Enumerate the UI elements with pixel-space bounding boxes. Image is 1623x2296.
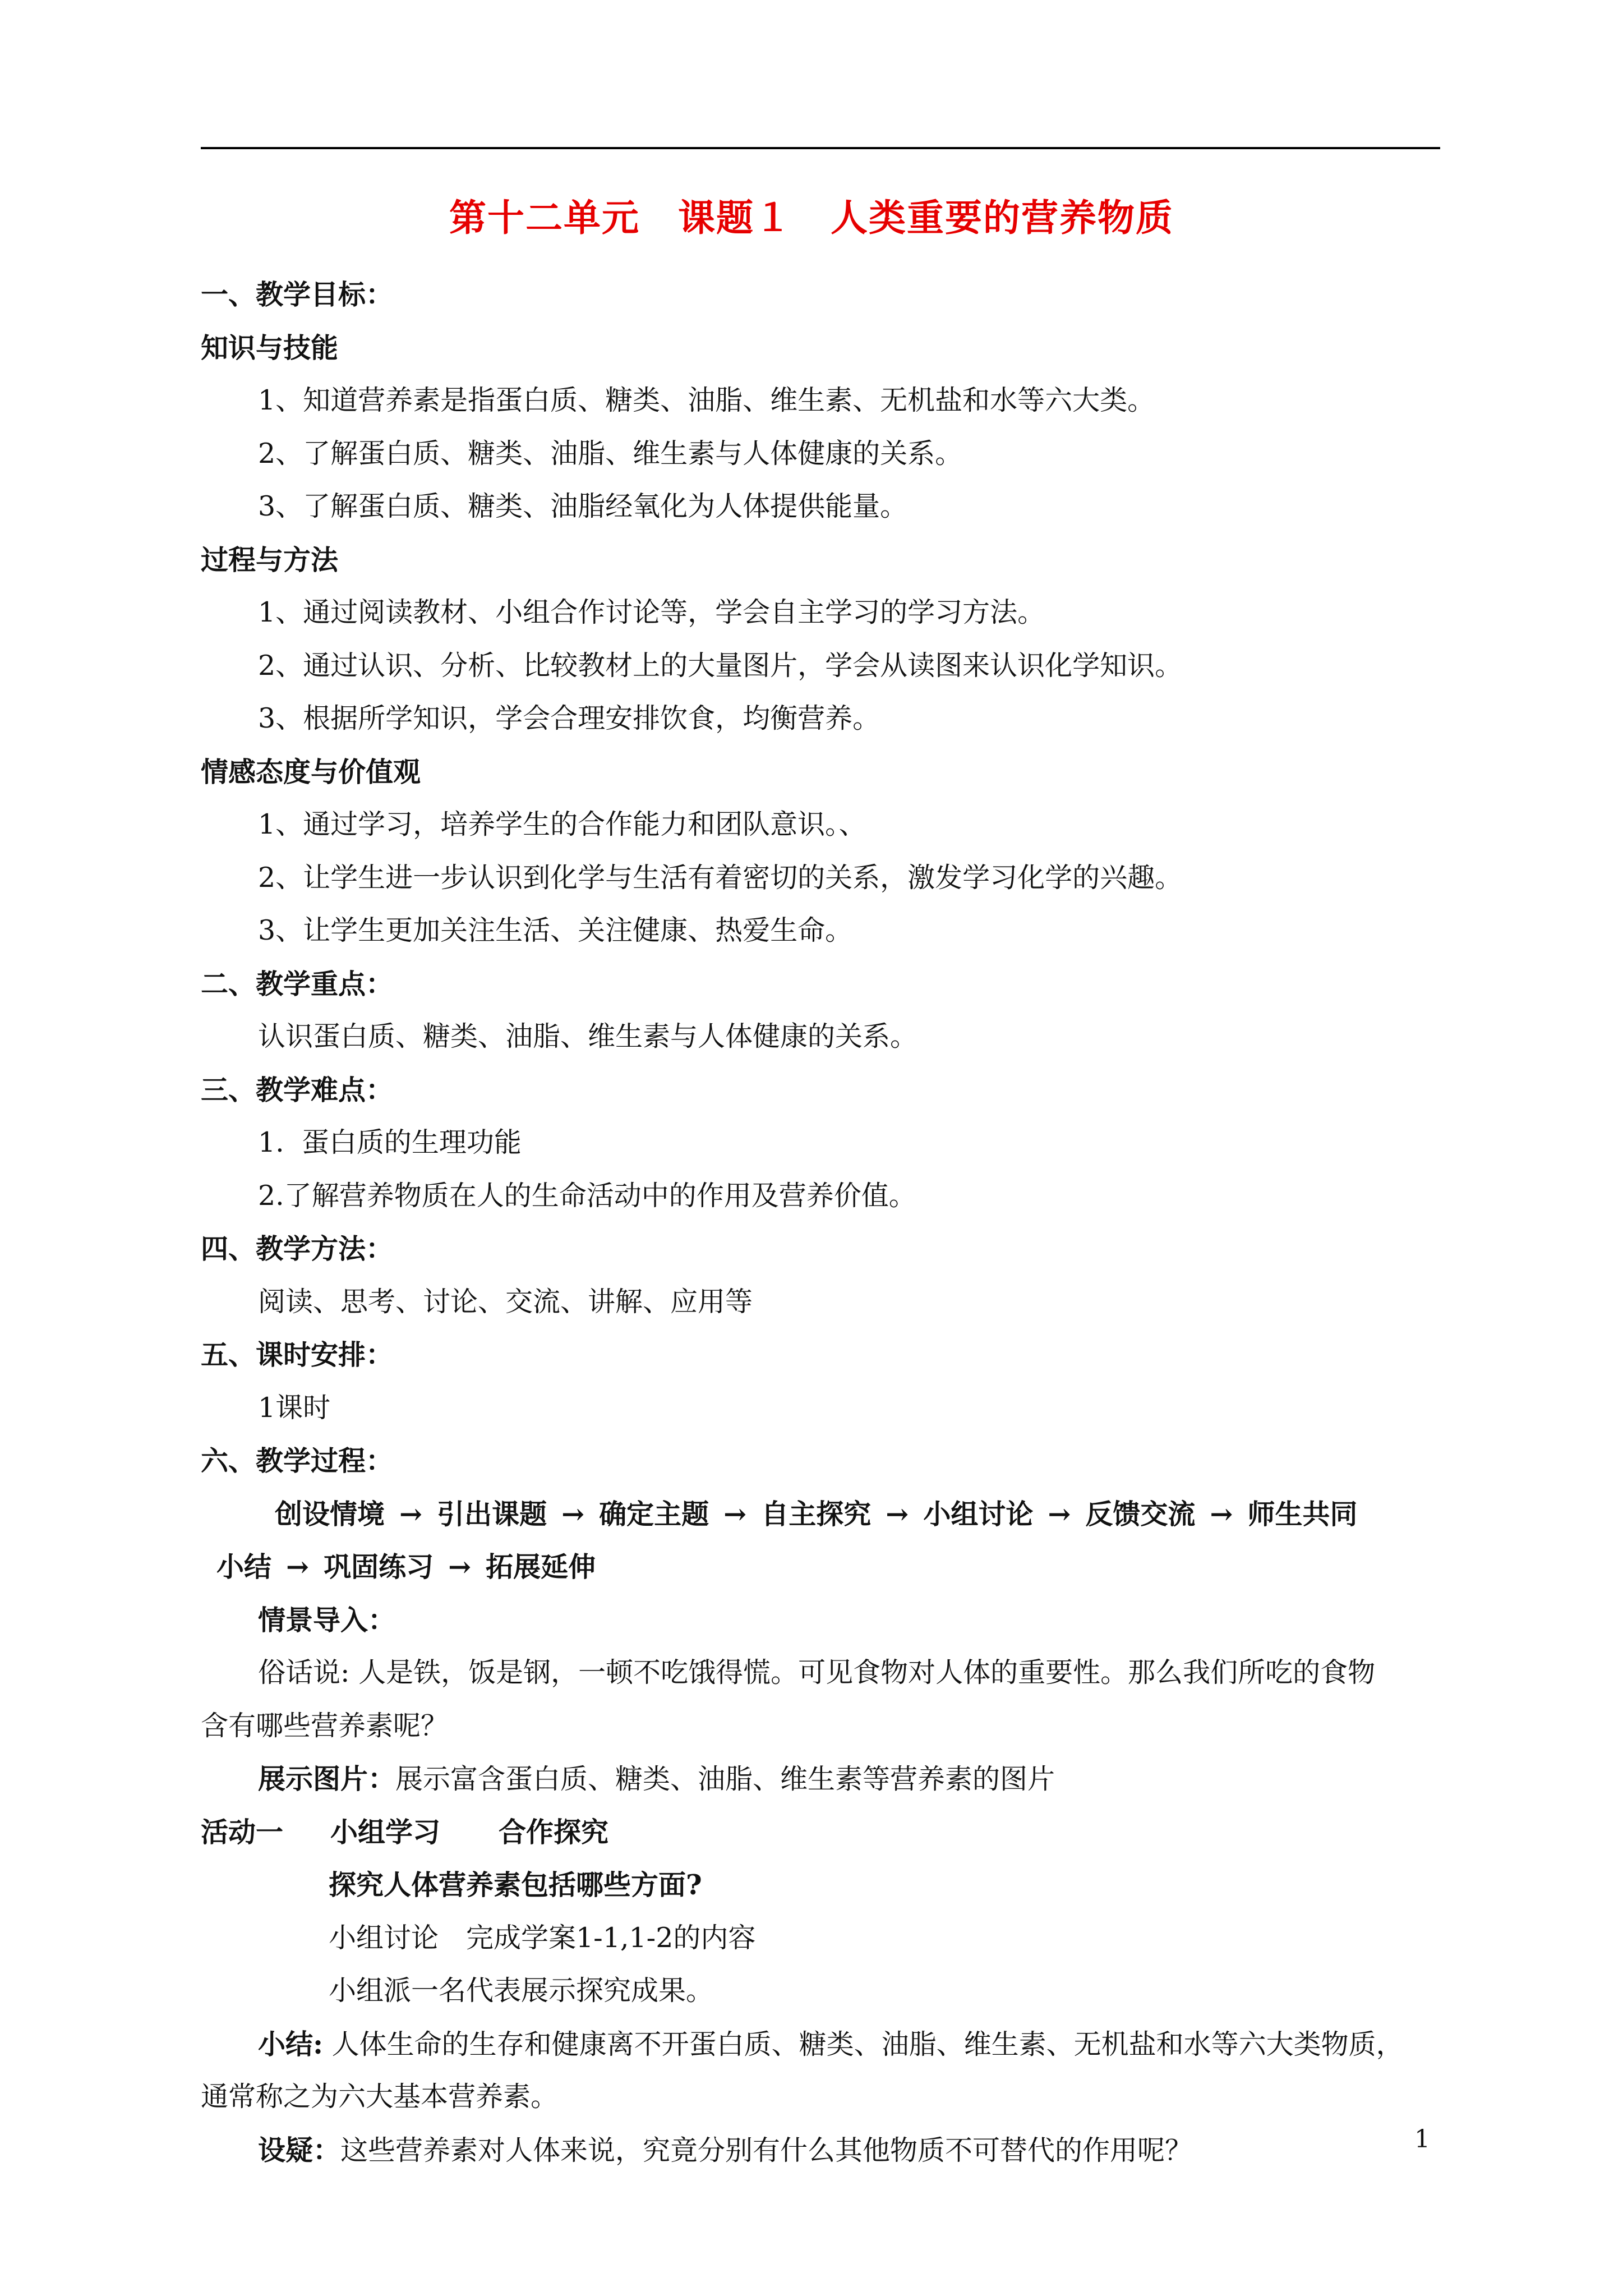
question-line xyxy=(201,2124,1451,2177)
arrow-right-icon: → xyxy=(886,1497,909,1530)
activity-part-1: 小组学习 xyxy=(330,1815,441,1848)
flow-step: 创设情境 xyxy=(275,1497,385,1530)
process-flow-line-1 xyxy=(201,1488,1451,1541)
knowledge-item: 2、了解蛋白质、糖类、油脂、维生素与人体健康的关系。 xyxy=(258,437,963,470)
document-title: 第十二单元 课题１ 人类重要的营养物质 xyxy=(449,196,1174,240)
activity-part-2: 合作探究 xyxy=(499,1815,609,1848)
process-flow-line-2 xyxy=(201,1540,1451,1594)
show-pictures-line xyxy=(201,1752,1451,1806)
explore-question: 探究人体营养素包括哪些方面? xyxy=(329,1869,702,1901)
intro-text-line-1: 俗话说: 人是铁，饭是钢，一顿不吃饿得慌。可见食物对人体的重要性。那么我们所吃的食物 xyxy=(258,1657,1376,1688)
difficulty-item: 1. 蛋白质的生理功能 xyxy=(258,1126,522,1158)
arrow-right-icon: → xyxy=(561,1497,585,1530)
discussion-text: 小组讨论 完成学案1-1,1-2的内容 xyxy=(329,1921,756,1954)
emotion-item: 3、让学生更加关注生活、关注健康、热爱生命。 xyxy=(258,914,853,946)
question-label: 设疑： xyxy=(258,2133,341,2166)
show-pictures-label: 展示图片： xyxy=(258,1763,396,1795)
intro-text-line-2: 含有哪些营养素呢？ xyxy=(201,1709,449,1742)
knowledge-item: 1、知道营养素是指蛋白质、糖类、油脂、维生素、无机盐和水等六大类。 xyxy=(258,384,1155,416)
emotion-item: 2、让学生进一步认识到化学与生活有着密切的关系，激发学习化学的兴趣。 xyxy=(258,861,1183,894)
difficulty-item: 2.了解营养物质在人的生命活动中的作用及营养价值。 xyxy=(258,1179,916,1212)
schedule-heading: 五、课时安排： xyxy=(201,1338,394,1371)
process-flow-heading: 六、教学过程： xyxy=(201,1444,394,1477)
summary-text: 人体生命的生存和健康离不开蛋白质、糖类、油脂、维生素、无机盐和水等六大类物质， xyxy=(323,2028,1404,2060)
key-points-heading: 二、教学重点： xyxy=(201,967,394,1000)
activity-one-line xyxy=(201,1806,1451,1859)
arrow-right-icon: → xyxy=(723,1497,747,1530)
objectives-heading: 一、教学目标： xyxy=(201,278,394,311)
arrow-right-icon: → xyxy=(399,1497,423,1530)
intro-heading: 情景导入： xyxy=(258,1603,396,1636)
methods-heading: 四、教学方法： xyxy=(201,1232,394,1265)
arrow-right-icon: → xyxy=(1210,1497,1233,1530)
flow-step: 师生共同 xyxy=(1247,1497,1358,1530)
knowledge-heading: 知识与技能 xyxy=(201,331,339,364)
flow-step: 小组讨论 xyxy=(923,1497,1034,1530)
summary-line-1 xyxy=(201,2018,1451,2071)
show-pictures-text: 展示富含蛋白质、糖类、油脂、维生素等营养素的图片 xyxy=(395,1763,1055,1795)
process-item: 2、通过认识、分析、比较教材上的大量图片，学会从读图来认识化学知识。 xyxy=(258,649,1183,682)
arrow-right-icon: → xyxy=(286,1550,310,1583)
activity-label: 活动一 xyxy=(201,1815,284,1848)
process-heading: 过程与方法 xyxy=(201,543,339,576)
question-text: 这些营养素对人体来说，究竟分别有什么其他物质不可替代的作用呢？ xyxy=(340,2134,1193,2166)
difficulties-heading: 三、教学难点： xyxy=(201,1073,394,1106)
flow-step: 反馈交流 xyxy=(1085,1497,1196,1530)
arrow-right-icon: → xyxy=(448,1550,472,1583)
process-item: 3、根据所学知识，学会合理安排饮食，均衡营养。 xyxy=(258,702,880,734)
schedule-text: 1课时 xyxy=(258,1391,331,1424)
methods-text: 阅读、思考、讨论、交流、讲解、应用等 xyxy=(258,1285,753,1318)
flow-step: 引出课题 xyxy=(437,1497,547,1530)
flow-step: 巩固练习 xyxy=(324,1550,434,1583)
summary-line-2: 通常称之为六大基本营养素。 xyxy=(201,2081,559,2113)
key-points-text: 认识蛋白质、糖类、油脂、维生素与人体健康的关系。 xyxy=(258,1020,918,1052)
emotion-item: 1、通过学习，培养学生的合作能力和团队意识。、 xyxy=(258,808,866,840)
arrow-right-icon: → xyxy=(1048,1497,1071,1530)
flow-step: 拓展延伸 xyxy=(486,1550,596,1583)
process-item: 1、通过阅读教材、小组合作讨论等，学会自主学习的学习方法。 xyxy=(258,596,1045,628)
header-rule xyxy=(201,147,1440,149)
present-text: 小组派一名代表展示探究成果。 xyxy=(329,1975,714,2007)
flow-step: 确定主题 xyxy=(599,1497,709,1530)
page-number: 1 xyxy=(1414,2125,1430,2154)
flow-step: 小结 xyxy=(216,1550,272,1583)
emotion-heading: 情感态度与价值观 xyxy=(201,755,421,788)
knowledge-item: 3、了解蛋白质、糖类、油脂经氧化为人体提供能量。 xyxy=(258,490,908,522)
summary-label: 小结: xyxy=(258,2027,324,2060)
document-body xyxy=(201,268,1451,2177)
flow-step: 自主探究 xyxy=(761,1497,872,1530)
